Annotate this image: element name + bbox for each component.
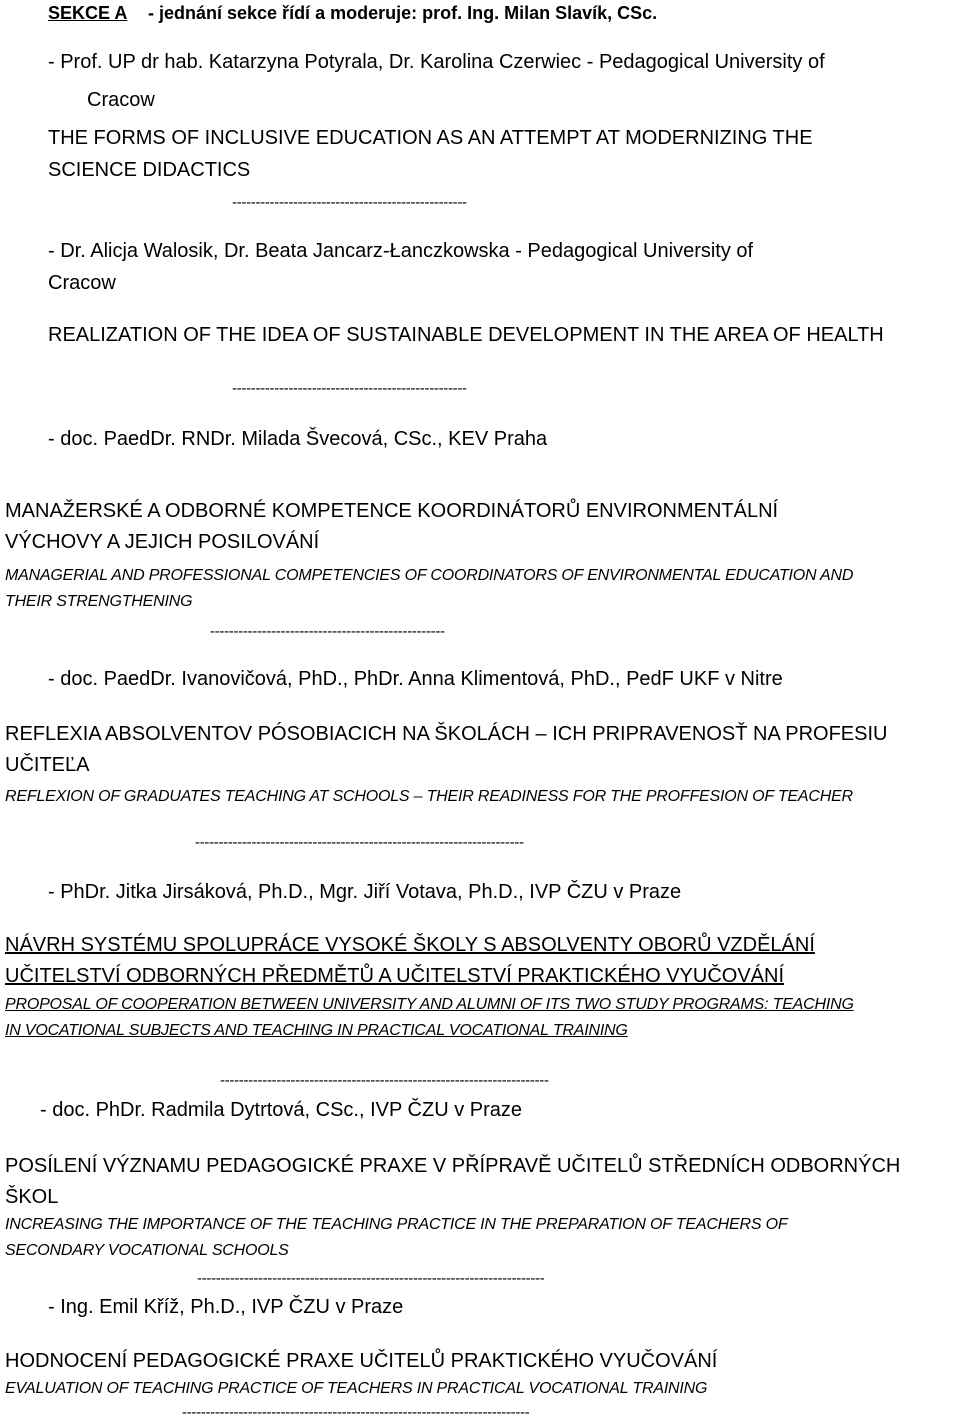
- entry-4-title-cont: UČITEĽA: [5, 754, 90, 776]
- entry-1-authors-cont: Cracow: [87, 89, 155, 111]
- entry-3-english-title: MANAGERIAL AND PROFESSIONAL COMPETENCIES OF COORDINATORS OF ENVIRONMENTAL EDUCATION AND: [5, 567, 854, 584]
- entry-2-authors: - Dr. Alicja Walosik, Dr. Beata Jancarz-Łanczkowska - Pedagogical University of: [48, 240, 754, 262]
- entry-6-english-title: INCREASING THE IMPORTANCE OF THE TEACHING PRACTICE IN THE PREPARATION OF TEACHERS OF: [5, 1216, 788, 1233]
- entry-1-authors: - Prof. UP dr hab. Katarzyna Potyrala, Dr. Karolina Czerwiec - Pedagogical University of: [48, 51, 825, 73]
- entry-5-title-cont: UČITELSTVÍ ODBORNÝCH PŘEDMĚTŮ A UČITELSTVÍ PRAKTICKÉHO VYUČOVÁNÍ: [5, 965, 785, 987]
- separator: --------------------------------------------------: [210, 623, 445, 640]
- separator: ----------------------------------------------------------------------: [220, 1072, 549, 1089]
- entry-6-authors: - doc. PhDr. Radmila Dytrtová, CSc., IVP ČZU v Praze: [40, 1099, 522, 1121]
- separator: --------------------------------------------------------------------------: [182, 1404, 530, 1421]
- entry-6-english-title-cont: SECONDARY VOCATIONAL SCHOOLS: [5, 1242, 289, 1259]
- separator: --------------------------------------------------: [232, 380, 467, 397]
- entry-7-english-title: EVALUATION OF TEACHING PRACTICE OF TEACHERS IN PRACTICAL VOCATIONAL TRAINING: [5, 1380, 708, 1397]
- entry-6-title-cont: ŠKOL: [5, 1186, 59, 1208]
- entry-2-authors-cont: Cracow: [48, 272, 116, 294]
- entry-5-title: NÁVRH SYSTÉMU SPOLUPRÁCE VYSOKÉ ŠKOLY S ABSOLVENTY OBORŮ VZDĚLÁNÍ: [5, 934, 815, 956]
- entry-2-title: REALIZATION OF THE IDEA OF SUSTAINABLE DEVELOPMENT IN THE AREA OF HEALTH: [48, 324, 884, 346]
- entry-3-title-cont: VÝCHOVY A JEJICH POSILOVÁNÍ: [5, 531, 320, 553]
- entry-6-title: POSÍLENÍ VÝZNAMU PEDAGOGICKÉ PRAXE V PŘÍPRAVĚ UČITELŮ STŘEDNÍCH ODBORNÝCH: [5, 1155, 901, 1177]
- section-moderator: - jednání sekce řídí a moderuje: prof. Ing. Milan Slavík, CSc.: [148, 3, 658, 23]
- separator: ----------------------------------------------------------------------: [195, 834, 524, 851]
- entry-3-english-title-cont: THEIR STRENGTHENING: [5, 593, 193, 610]
- entry-5-authors: - PhDr. Jitka Jirsáková, Ph.D., Mgr. Jiří Votava, Ph.D., IVP ČZU v Praze: [48, 881, 682, 903]
- entry-5-english-title-cont: IN VOCATIONAL SUBJECTS AND TEACHING IN PRACTICAL VOCATIONAL TRAINING: [5, 1022, 628, 1039]
- entry-1-title-cont: SCIENCE DIDACTICS: [48, 159, 251, 181]
- separator: --------------------------------------------------: [232, 194, 467, 211]
- entry-4-title: REFLEXIA ABSOLVENTOV PÓSOBIACICH NA ŠKOLÁCH – ICH PRIPRAVENOSŤ NA PROFESIU: [5, 723, 888, 745]
- entry-4-authors: - doc. PaedDr. Ivanovičová, PhD., PhDr. Anna Klimentová, PhD., PedF UKF v Nitre: [48, 668, 783, 690]
- entry-5-english-title: PROPOSAL OF COOPERATION BETWEEN UNIVERSITY AND ALUMNI OF ITS TWO STUDY PROGRAMS: TEACHING: [5, 996, 854, 1013]
- entry-3-title: MANAŽERSKÉ A ODBORNÉ KOMPETENCE KOORDINÁTORŮ ENVIRONMENTÁLNÍ: [5, 500, 779, 522]
- section-label: SEKCE A: [48, 3, 128, 23]
- entry-7-authors: - Ing. Emil Kříž, Ph.D., IVP ČZU v Praze: [48, 1296, 404, 1318]
- entry-4-english-title: REFLEXION OF GRADUATES TEACHING AT SCHOOLS – THEIR READINESS FOR THE PROFFESION OF TEACHER: [5, 788, 853, 805]
- separator: --------------------------------------------------------------------------: [197, 1270, 545, 1287]
- entry-3-authors: - doc. PaedDr. RNDr. Milada Švecová, CSc., KEV Praha: [48, 428, 548, 450]
- entry-1-title: THE FORMS OF INCLUSIVE EDUCATION AS AN ATTEMPT AT MODERNIZING THE: [48, 127, 813, 149]
- entry-7-title: HODNOCENÍ PEDAGOGICKÉ PRAXE UČITELŮ PRAKTICKÉHO VYUČOVÁNÍ: [5, 1350, 718, 1372]
